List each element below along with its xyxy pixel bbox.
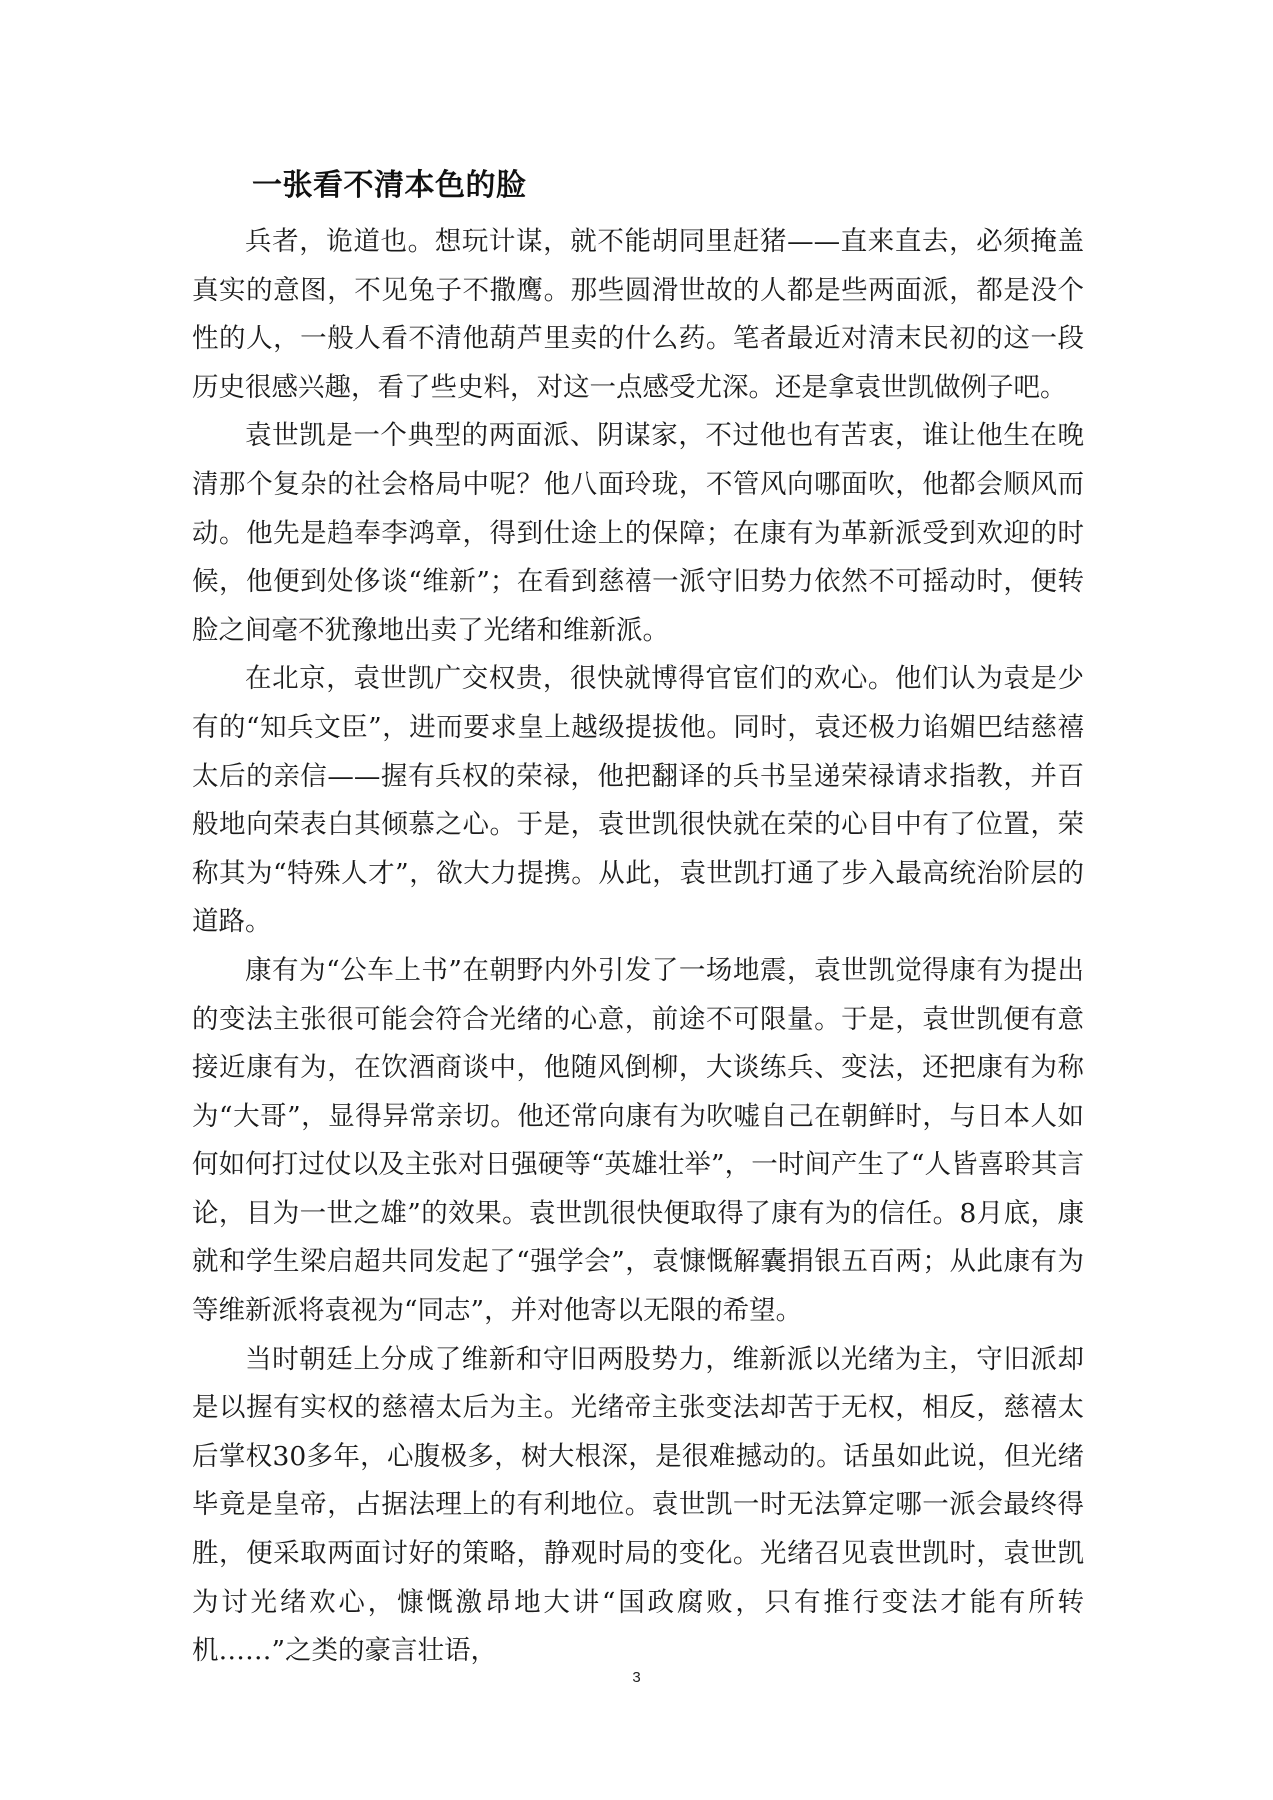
paragraph: 当时朝廷上分成了维新和守旧两股势力，维新派以光绪为主，守旧派却是以握有实权的慈禧太后为主。光绪帝主张变法却苦于无权，相反，慈禧太后掌权30多年，心腹极多，树大根深，是很难撼动的。话虽如此说，但光绪毕竟是皇帝，占据法理上的有利地位。袁世凯一时无法算定哪一派会最终得胜，便采取两面讨好的策略，静观时局的变化。光绪召见袁世凯时，袁世凯为讨光绪欢心，慷慨激昂地大讲“国政腐败，只有推行变法才能有所转机……”之类的豪言壮语，: [192, 1343, 1084, 1667]
paragraph: 兵者，诡道也。想玩计谋，就不能胡同里赶猪——直来直去，必须掩盖真实的意图，不见兔子不撒鹰。那些圆滑世故的人都是些两面派，都是没个性的人，一般人看不清他葫芦里卖的什么药。笔者最近对清末民初的这一段历史很感兴趣，看了些史料，对这一点感受尤深。还是拿袁世凯做例子吧。: [192, 226, 1084, 403]
paragraph: 康有为“公车上书”在朝野内外引发了一场地震，袁世凯觉得康有为提出的变法主张很可能会符合光绪的心意，前途不可限量。于是，袁世凯便有意接近康有为，在饮酒商谈中，他随风倒柳，大谈练兵、变法，还把康有为称为“大哥”，显得异常亲切。他还常向康有为吹嘘自己在朝鲜时，与日本人如何如何打过仗以及主张对日强硬等“英雄壮举”，一时间产生了“人皆喜聆其言论，目为一世之雄”的效果。袁世凯很快便取得了康有为的信任。8月底，康就和学生梁启超共同发起了“强学会”，袁慷慨解囊捐银五百两；从此康有为等维新派将袁视为“同志”，并对他寄以无限的希望。: [192, 954, 1084, 1327]
page-title: 一张看不清本色的脸: [252, 168, 527, 203]
article-body: [192, 218, 1084, 1676]
page-number: 3: [632, 1669, 641, 1686]
paragraph: 袁世凯是一个典型的两面派、阴谋家，不过他也有苦衷，谁让他生在晚清那个复杂的社会格局中呢？他八面玲珑，不管风向哪面吹，他都会顺风而动。他先是趋奉李鸿章，得到仕途上的保障；在康有为革新派受到欢迎的时候，他便到处侈谈“维新”；在看到慈禧一派守旧势力依然不可摇动时，便转脸之间毫不犹豫地出卖了光绪和维新派。: [192, 420, 1084, 646]
paragraph: 在北京，袁世凯广交权贵，很快就博得官宦们的欢心。他们认为袁是少有的“知兵文臣”，进而要求皇上越级提拔他。同时，袁还极力谄媚巴结慈禧太后的亲信——握有兵权的荣禄，他把翻译的兵书呈递荣禄请求指教，并百般地向荣表白其倾慕之心。于是，袁世凯很快就在荣的心目中有了位置，荣称其为“特殊人才”，欲大力提携。从此，袁世凯打通了步入最高统治阶层的道路。: [192, 663, 1084, 938]
